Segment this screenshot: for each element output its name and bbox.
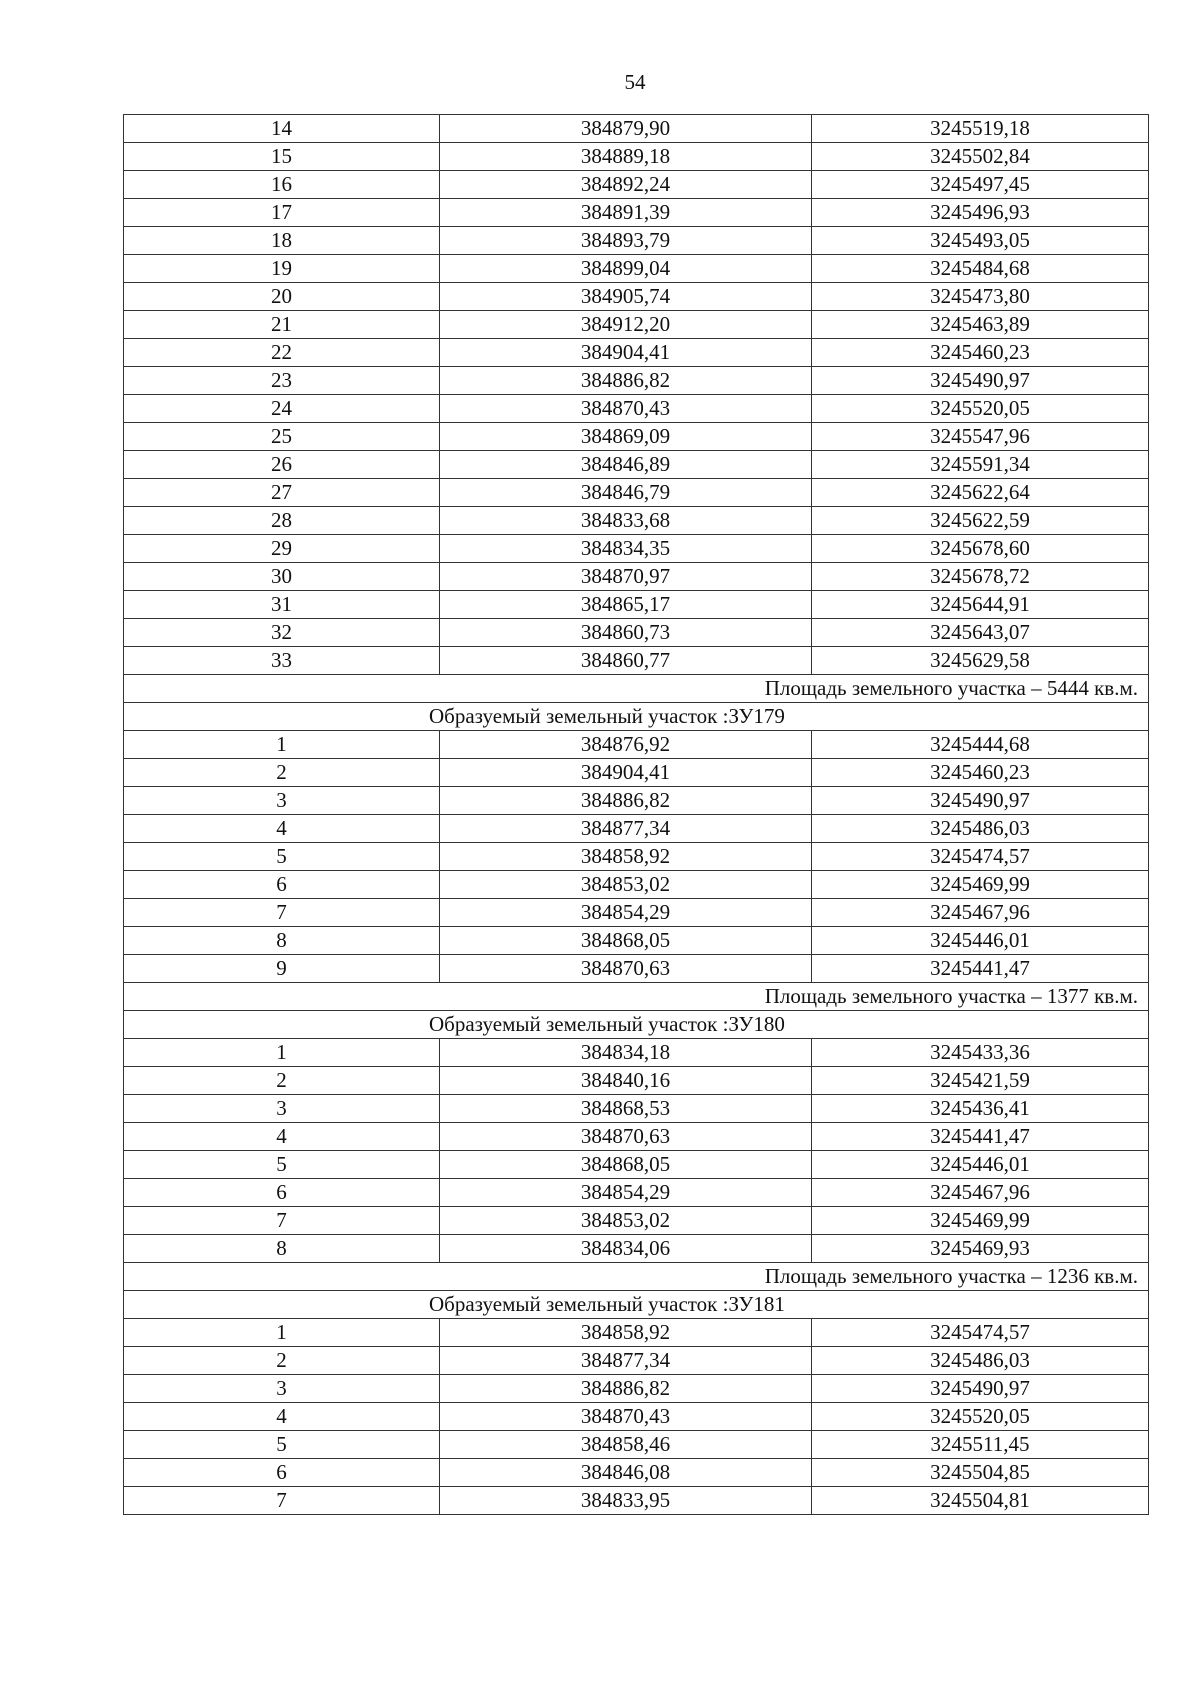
point-number-cell: 6 bbox=[124, 1459, 440, 1487]
x-coordinate-cell: 384870,43 bbox=[440, 1403, 812, 1431]
area-row bbox=[124, 983, 1149, 1011]
x-coordinate-cell: 384833,68 bbox=[440, 507, 812, 535]
x-coordinate-cell: 384858,46 bbox=[440, 1431, 812, 1459]
plot-heading-text: Образуемый земельный участок :ЗУ180 bbox=[124, 1011, 1149, 1039]
point-number-cell: 2 bbox=[124, 1067, 440, 1095]
y-coordinate-cell: 3245490,97 bbox=[812, 1375, 1149, 1403]
y-coordinate-cell: 3245436,41 bbox=[812, 1095, 1149, 1123]
point-number-cell: 20 bbox=[124, 283, 440, 311]
point-number-cell: 3 bbox=[124, 787, 440, 815]
plot-heading-row bbox=[124, 1291, 1149, 1319]
table-row bbox=[124, 367, 1149, 395]
point-number-cell: 21 bbox=[124, 311, 440, 339]
x-coordinate-cell: 384870,63 bbox=[440, 955, 812, 983]
x-coordinate-cell: 384860,73 bbox=[440, 619, 812, 647]
table-row bbox=[124, 1403, 1149, 1431]
table-row bbox=[124, 1319, 1149, 1347]
table-row bbox=[124, 563, 1149, 591]
plot-heading-text: Образуемый земельный участок :ЗУ179 bbox=[124, 703, 1149, 731]
point-number-cell: 6 bbox=[124, 871, 440, 899]
area-row bbox=[124, 1263, 1149, 1291]
x-coordinate-cell: 384833,95 bbox=[440, 1487, 812, 1515]
x-coordinate-cell: 384886,82 bbox=[440, 367, 812, 395]
y-coordinate-cell: 3245444,68 bbox=[812, 731, 1149, 759]
y-coordinate-cell: 3245467,96 bbox=[812, 1179, 1149, 1207]
point-number-cell: 32 bbox=[124, 619, 440, 647]
x-coordinate-cell: 384877,34 bbox=[440, 1347, 812, 1375]
point-number-cell: 27 bbox=[124, 479, 440, 507]
point-number-cell: 4 bbox=[124, 1123, 440, 1151]
y-coordinate-cell: 3245644,91 bbox=[812, 591, 1149, 619]
y-coordinate-cell: 3245678,60 bbox=[812, 535, 1149, 563]
y-coordinate-cell: 3245490,97 bbox=[812, 367, 1149, 395]
point-number-cell: 16 bbox=[124, 171, 440, 199]
table-row bbox=[124, 731, 1149, 759]
y-coordinate-cell: 3245441,47 bbox=[812, 1123, 1149, 1151]
table-row bbox=[124, 955, 1149, 983]
table-row bbox=[124, 1207, 1149, 1235]
point-number-cell: 8 bbox=[124, 1235, 440, 1263]
y-coordinate-cell: 3245629,58 bbox=[812, 647, 1149, 675]
point-number-cell: 4 bbox=[124, 1403, 440, 1431]
y-coordinate-cell: 3245496,93 bbox=[812, 199, 1149, 227]
point-number-cell: 31 bbox=[124, 591, 440, 619]
y-coordinate-cell: 3245463,89 bbox=[812, 311, 1149, 339]
coordinates-table-body bbox=[124, 115, 1149, 1515]
y-coordinate-cell: 3245520,05 bbox=[812, 395, 1149, 423]
table-row bbox=[124, 395, 1149, 423]
table-row bbox=[124, 255, 1149, 283]
x-coordinate-cell: 384870,97 bbox=[440, 563, 812, 591]
x-coordinate-cell: 384834,35 bbox=[440, 535, 812, 563]
table-row bbox=[124, 1487, 1149, 1515]
x-coordinate-cell: 384886,82 bbox=[440, 1375, 812, 1403]
point-number-cell: 14 bbox=[124, 115, 440, 143]
table-row bbox=[124, 927, 1149, 955]
table-row bbox=[124, 311, 1149, 339]
y-coordinate-cell: 3245469,93 bbox=[812, 1235, 1149, 1263]
point-number-cell: 17 bbox=[124, 199, 440, 227]
y-coordinate-cell: 3245474,57 bbox=[812, 1319, 1149, 1347]
table-row bbox=[124, 619, 1149, 647]
coordinates-table bbox=[123, 114, 1149, 1515]
x-coordinate-cell: 384892,24 bbox=[440, 171, 812, 199]
point-number-cell: 5 bbox=[124, 1431, 440, 1459]
y-coordinate-cell: 3245511,45 bbox=[812, 1431, 1149, 1459]
y-coordinate-cell: 3245622,64 bbox=[812, 479, 1149, 507]
table-row bbox=[124, 1123, 1149, 1151]
table-row bbox=[124, 1375, 1149, 1403]
plot-heading-text: Образуемый земельный участок :ЗУ181 bbox=[124, 1291, 1149, 1319]
y-coordinate-cell: 3245486,03 bbox=[812, 1347, 1149, 1375]
y-coordinate-cell: 3245486,03 bbox=[812, 815, 1149, 843]
plot-area-text: Площадь земельного участка – 1236 кв.м. bbox=[124, 1263, 1149, 1291]
x-coordinate-cell: 384853,02 bbox=[440, 871, 812, 899]
x-coordinate-cell: 384886,82 bbox=[440, 787, 812, 815]
table-row bbox=[124, 787, 1149, 815]
y-coordinate-cell: 3245622,59 bbox=[812, 507, 1149, 535]
table-row bbox=[124, 1095, 1149, 1123]
y-coordinate-cell: 3245446,01 bbox=[812, 927, 1149, 955]
table-row bbox=[124, 1459, 1149, 1487]
point-number-cell: 22 bbox=[124, 339, 440, 367]
y-coordinate-cell: 3245520,05 bbox=[812, 1403, 1149, 1431]
x-coordinate-cell: 384876,92 bbox=[440, 731, 812, 759]
point-number-cell: 33 bbox=[124, 647, 440, 675]
table-row bbox=[124, 423, 1149, 451]
point-number-cell: 3 bbox=[124, 1375, 440, 1403]
table-row bbox=[124, 759, 1149, 787]
point-number-cell: 4 bbox=[124, 815, 440, 843]
area-row bbox=[124, 675, 1149, 703]
plot-area-text: Площадь земельного участка – 5444 кв.м. bbox=[124, 675, 1149, 703]
table-row bbox=[124, 1179, 1149, 1207]
x-coordinate-cell: 384879,90 bbox=[440, 115, 812, 143]
table-row bbox=[124, 199, 1149, 227]
x-coordinate-cell: 384870,63 bbox=[440, 1123, 812, 1151]
table-row bbox=[124, 115, 1149, 143]
y-coordinate-cell: 3245469,99 bbox=[812, 871, 1149, 899]
table-row bbox=[124, 451, 1149, 479]
point-number-cell: 28 bbox=[124, 507, 440, 535]
point-number-cell: 15 bbox=[124, 143, 440, 171]
point-number-cell: 7 bbox=[124, 1207, 440, 1235]
x-coordinate-cell: 384853,02 bbox=[440, 1207, 812, 1235]
point-number-cell: 2 bbox=[124, 759, 440, 787]
x-coordinate-cell: 384858,92 bbox=[440, 1319, 812, 1347]
y-coordinate-cell: 3245504,81 bbox=[812, 1487, 1149, 1515]
point-number-cell: 25 bbox=[124, 423, 440, 451]
y-coordinate-cell: 3245497,45 bbox=[812, 171, 1149, 199]
x-coordinate-cell: 384904,41 bbox=[440, 339, 812, 367]
x-coordinate-cell: 384834,06 bbox=[440, 1235, 812, 1263]
x-coordinate-cell: 384912,20 bbox=[440, 311, 812, 339]
x-coordinate-cell: 384891,39 bbox=[440, 199, 812, 227]
y-coordinate-cell: 3245446,01 bbox=[812, 1151, 1149, 1179]
point-number-cell: 30 bbox=[124, 563, 440, 591]
point-number-cell: 6 bbox=[124, 1179, 440, 1207]
point-number-cell: 3 bbox=[124, 1095, 440, 1123]
plot-area-text: Площадь земельного участка – 1377 кв.м. bbox=[124, 983, 1149, 1011]
y-coordinate-cell: 3245591,34 bbox=[812, 451, 1149, 479]
y-coordinate-cell: 3245441,47 bbox=[812, 955, 1149, 983]
x-coordinate-cell: 384889,18 bbox=[440, 143, 812, 171]
x-coordinate-cell: 384899,04 bbox=[440, 255, 812, 283]
table-row bbox=[124, 1235, 1149, 1263]
plot-heading-row bbox=[124, 703, 1149, 731]
table-row bbox=[124, 591, 1149, 619]
y-coordinate-cell: 3245484,68 bbox=[812, 255, 1149, 283]
y-coordinate-cell: 3245467,96 bbox=[812, 899, 1149, 927]
y-coordinate-cell: 3245474,57 bbox=[812, 843, 1149, 871]
y-coordinate-cell: 3245643,07 bbox=[812, 619, 1149, 647]
point-number-cell: 7 bbox=[124, 1487, 440, 1515]
table-row bbox=[124, 171, 1149, 199]
x-coordinate-cell: 384854,29 bbox=[440, 899, 812, 927]
table-row bbox=[124, 871, 1149, 899]
x-coordinate-cell: 384854,29 bbox=[440, 1179, 812, 1207]
y-coordinate-cell: 3245519,18 bbox=[812, 115, 1149, 143]
point-number-cell: 26 bbox=[124, 451, 440, 479]
table-row bbox=[124, 1151, 1149, 1179]
y-coordinate-cell: 3245421,59 bbox=[812, 1067, 1149, 1095]
table-row bbox=[124, 507, 1149, 535]
y-coordinate-cell: 3245469,99 bbox=[812, 1207, 1149, 1235]
point-number-cell: 24 bbox=[124, 395, 440, 423]
point-number-cell: 5 bbox=[124, 843, 440, 871]
table-row bbox=[124, 535, 1149, 563]
y-coordinate-cell: 3245473,80 bbox=[812, 283, 1149, 311]
y-coordinate-cell: 3245433,36 bbox=[812, 1039, 1149, 1067]
x-coordinate-cell: 384846,79 bbox=[440, 479, 812, 507]
x-coordinate-cell: 384893,79 bbox=[440, 227, 812, 255]
point-number-cell: 19 bbox=[124, 255, 440, 283]
x-coordinate-cell: 384869,09 bbox=[440, 423, 812, 451]
table-row bbox=[124, 899, 1149, 927]
table-row bbox=[124, 1347, 1149, 1375]
y-coordinate-cell: 3245460,23 bbox=[812, 339, 1149, 367]
table-row bbox=[124, 647, 1149, 675]
table-row bbox=[124, 1039, 1149, 1067]
x-coordinate-cell: 384868,53 bbox=[440, 1095, 812, 1123]
table-row bbox=[124, 1067, 1149, 1095]
x-coordinate-cell: 384870,43 bbox=[440, 395, 812, 423]
point-number-cell: 29 bbox=[124, 535, 440, 563]
page-number: 54 bbox=[624, 70, 646, 94]
y-coordinate-cell: 3245547,96 bbox=[812, 423, 1149, 451]
x-coordinate-cell: 384904,41 bbox=[440, 759, 812, 787]
point-number-cell: 1 bbox=[124, 1319, 440, 1347]
point-number-cell: 8 bbox=[124, 927, 440, 955]
x-coordinate-cell: 384865,17 bbox=[440, 591, 812, 619]
y-coordinate-cell: 3245504,85 bbox=[812, 1459, 1149, 1487]
table-row bbox=[124, 1431, 1149, 1459]
table-row bbox=[124, 479, 1149, 507]
y-coordinate-cell: 3245493,05 bbox=[812, 227, 1149, 255]
x-coordinate-cell: 384858,92 bbox=[440, 843, 812, 871]
point-number-cell: 1 bbox=[124, 731, 440, 759]
point-number-cell: 1 bbox=[124, 1039, 440, 1067]
table-row bbox=[124, 815, 1149, 843]
point-number-cell: 18 bbox=[124, 227, 440, 255]
table-row bbox=[124, 339, 1149, 367]
point-number-cell: 2 bbox=[124, 1347, 440, 1375]
y-coordinate-cell: 3245678,72 bbox=[812, 563, 1149, 591]
y-coordinate-cell: 3245460,23 bbox=[812, 759, 1149, 787]
x-coordinate-cell: 384868,05 bbox=[440, 927, 812, 955]
point-number-cell: 9 bbox=[124, 955, 440, 983]
table-row bbox=[124, 843, 1149, 871]
y-coordinate-cell: 3245502,84 bbox=[812, 143, 1149, 171]
y-coordinate-cell: 3245490,97 bbox=[812, 787, 1149, 815]
point-number-cell: 23 bbox=[124, 367, 440, 395]
x-coordinate-cell: 384905,74 bbox=[440, 283, 812, 311]
table-row bbox=[124, 143, 1149, 171]
x-coordinate-cell: 384834,18 bbox=[440, 1039, 812, 1067]
x-coordinate-cell: 384877,34 bbox=[440, 815, 812, 843]
x-coordinate-cell: 384846,08 bbox=[440, 1459, 812, 1487]
table-row bbox=[124, 283, 1149, 311]
x-coordinate-cell: 384860,77 bbox=[440, 647, 812, 675]
point-number-cell: 5 bbox=[124, 1151, 440, 1179]
x-coordinate-cell: 384846,89 bbox=[440, 451, 812, 479]
x-coordinate-cell: 384868,05 bbox=[440, 1151, 812, 1179]
x-coordinate-cell: 384840,16 bbox=[440, 1067, 812, 1095]
plot-heading-row bbox=[124, 1011, 1149, 1039]
table-row bbox=[124, 227, 1149, 255]
point-number-cell: 7 bbox=[124, 899, 440, 927]
